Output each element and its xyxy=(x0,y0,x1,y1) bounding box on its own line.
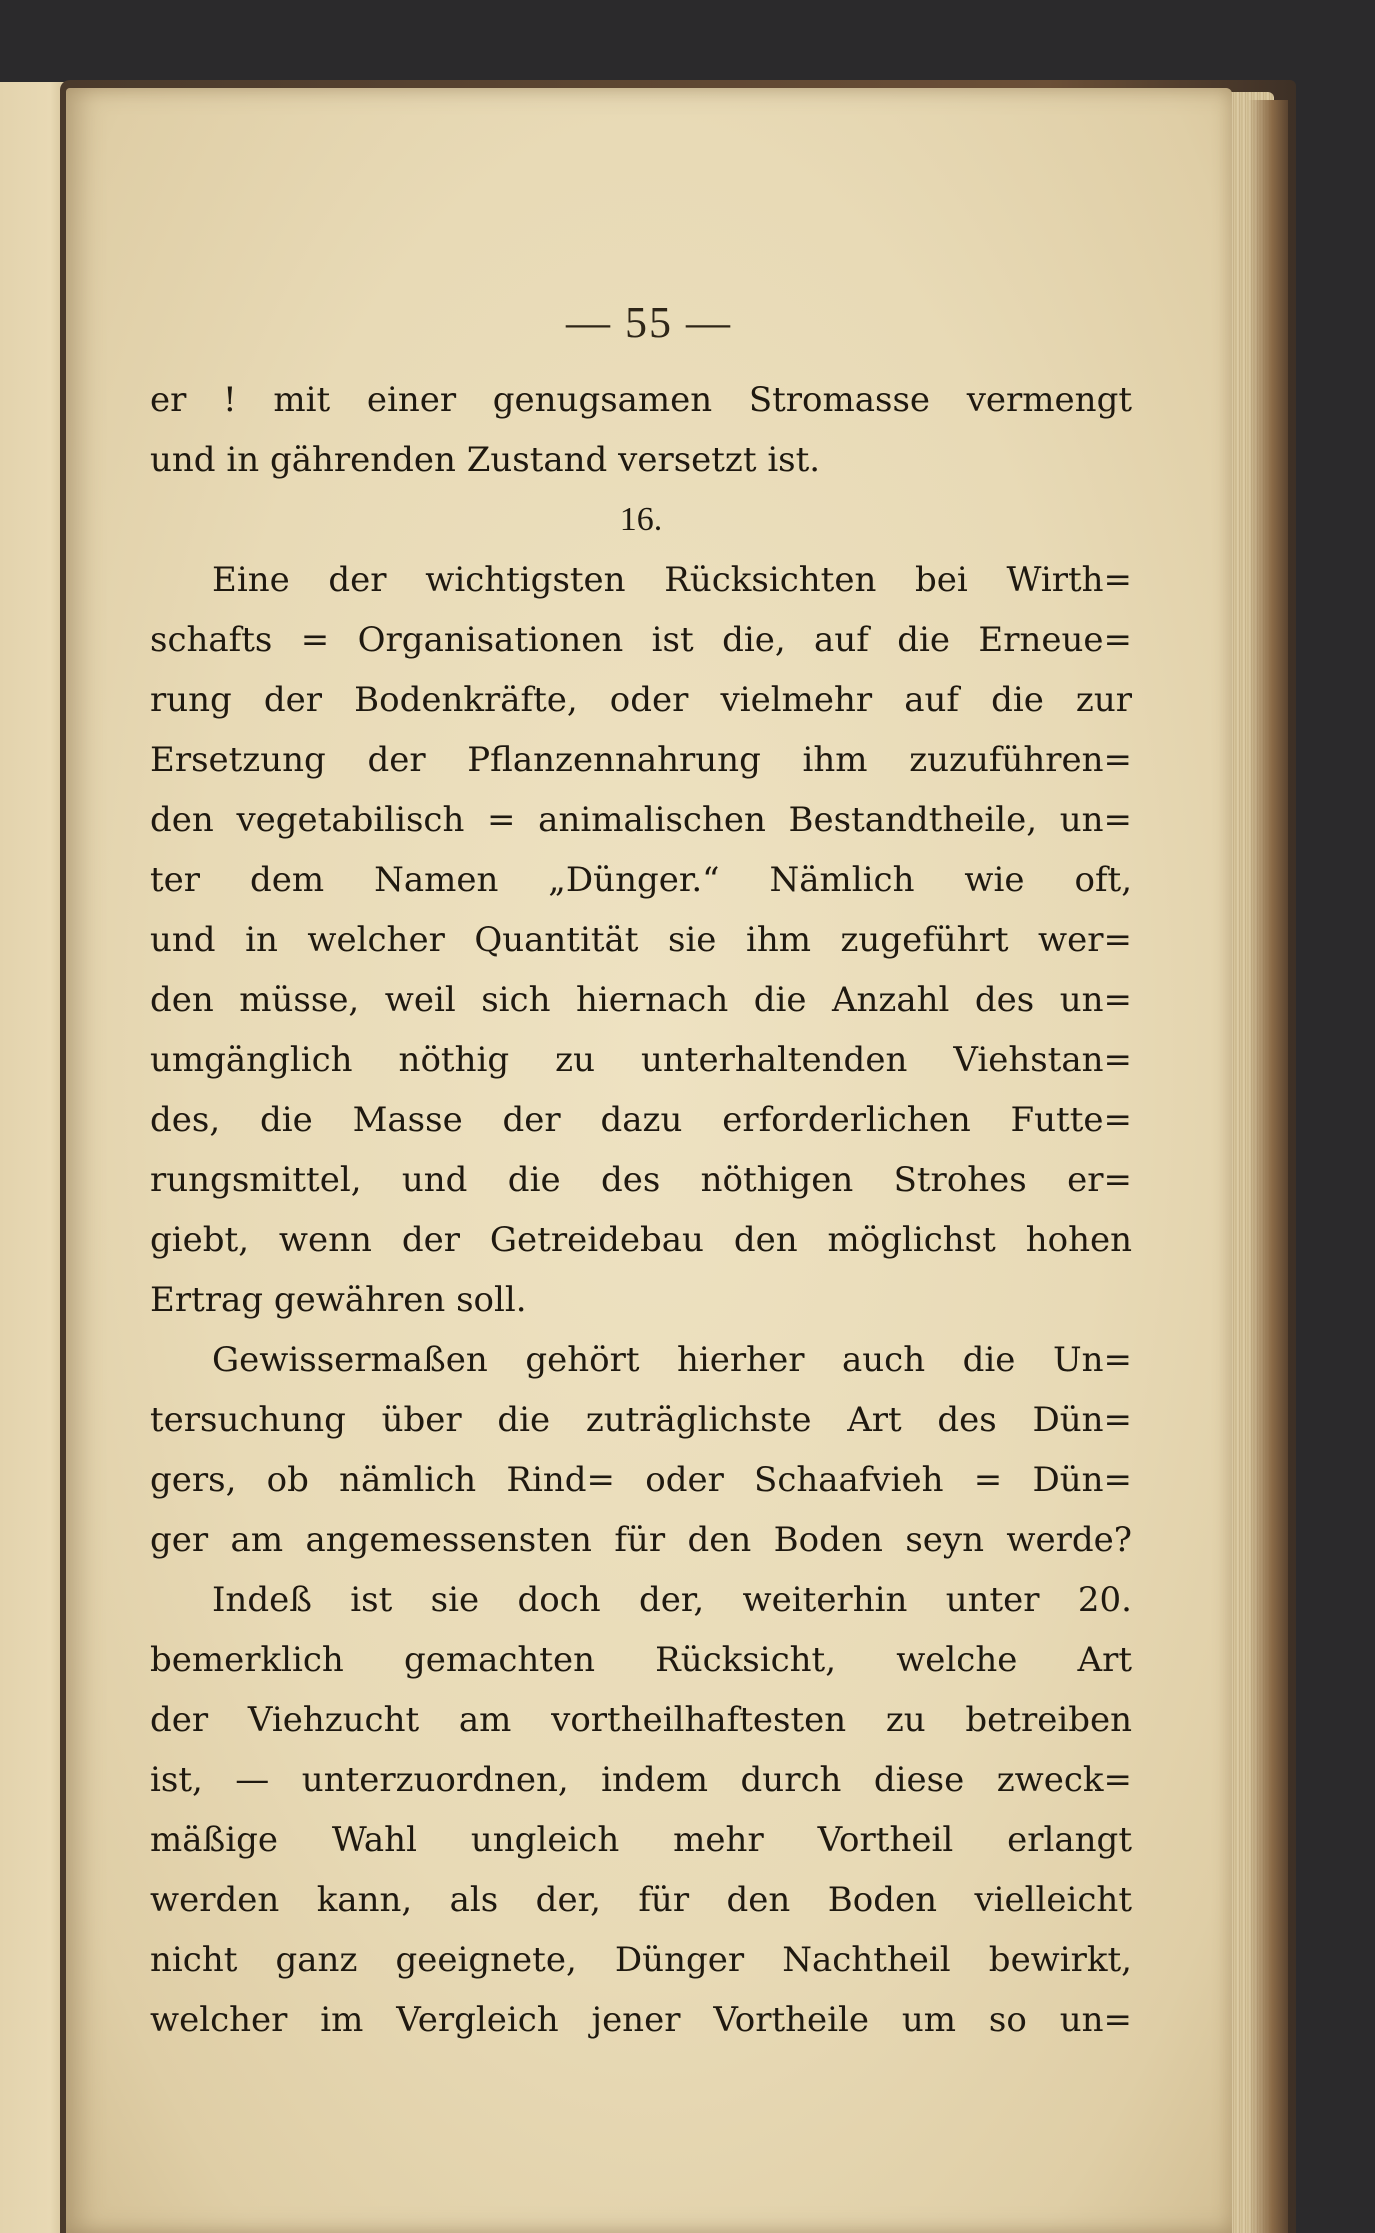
text-line: der Viehzucht am vortheilhaftesten zu betreiben xyxy=(150,1700,1132,1740)
text-line: nicht ganz geeignete, Dünger Nachtheil bewirkt, xyxy=(150,1940,1132,1980)
text-line: tersuchung über die zuträglichste Art des Dün= xyxy=(150,1400,1132,1440)
body-text xyxy=(150,370,1132,2050)
text-line: werden kann, als der, für den Boden vielleicht xyxy=(150,1880,1132,1920)
text-line: Indeß ist sie doch der, weiterhin unter 20. xyxy=(212,1580,1132,1620)
text-line: den vegetabilisch = animalischen Bestandtheile, un= xyxy=(150,800,1132,840)
text-line: ger am angemessensten für den Boden seyn werde? xyxy=(150,1520,1132,1560)
text-line: er ! mit einer genugsamen Stromasse vermengt xyxy=(150,380,1132,420)
text-line: Eine der wichtigsten Rücksichten bei Wirth= xyxy=(212,560,1132,600)
text-line: rung der Bodenkräfte, oder vielmehr auf die zur xyxy=(150,680,1132,720)
text-line: schafts = Organisationen ist die, auf die Erneue= xyxy=(150,620,1132,660)
text-line: umgänglich nöthig zu unterhaltenden Viehstan= xyxy=(150,1040,1132,1080)
text-line: den müsse, weil sich hiernach die Anzahl des un= xyxy=(150,980,1132,1020)
text-line: bemerklich gemachten Rücksicht, welche Art xyxy=(150,1640,1132,1680)
text-line: welcher im Vergleich jener Vortheile um so un= xyxy=(150,2000,1132,2040)
text-line: des, die Masse der dazu erforderlichen Futte= xyxy=(150,1100,1132,1140)
page-number: — 55 — xyxy=(566,298,732,347)
text-line: und in welcher Quantität sie ihm zugeführt wer= xyxy=(150,920,1132,960)
text-line: und in gährenden Zustand versetzt ist. xyxy=(150,440,821,480)
text-line: mäßige Wahl ungleich mehr Vortheil erlangt xyxy=(150,1820,1132,1860)
text-line: rungsmittel, und die des nöthigen Strohes er= xyxy=(150,1160,1132,1200)
section-number: 16. xyxy=(619,501,663,538)
text-line: giebt, wenn der Getreidebau den möglichst hohen xyxy=(150,1220,1132,1260)
text-line: Gewissermaßen gehört hierher auch die Un= xyxy=(212,1340,1132,1380)
text-line: ist, — unterzuordnen, indem durch diese zweck= xyxy=(150,1760,1132,1800)
text-line: gers, ob nämlich Rind= oder Schaafvieh = Dün= xyxy=(150,1460,1132,1500)
text-line: ter dem Namen „Dünger.“ Nämlich wie oft, xyxy=(150,860,1132,900)
book-page xyxy=(66,88,1232,2233)
text-line: Ertrag gewähren soll. xyxy=(150,1280,527,1320)
text-line: Ersetzung der Pflanzennahrung ihm zuzuführen= xyxy=(150,740,1132,780)
cover-edge xyxy=(1248,100,1288,2233)
